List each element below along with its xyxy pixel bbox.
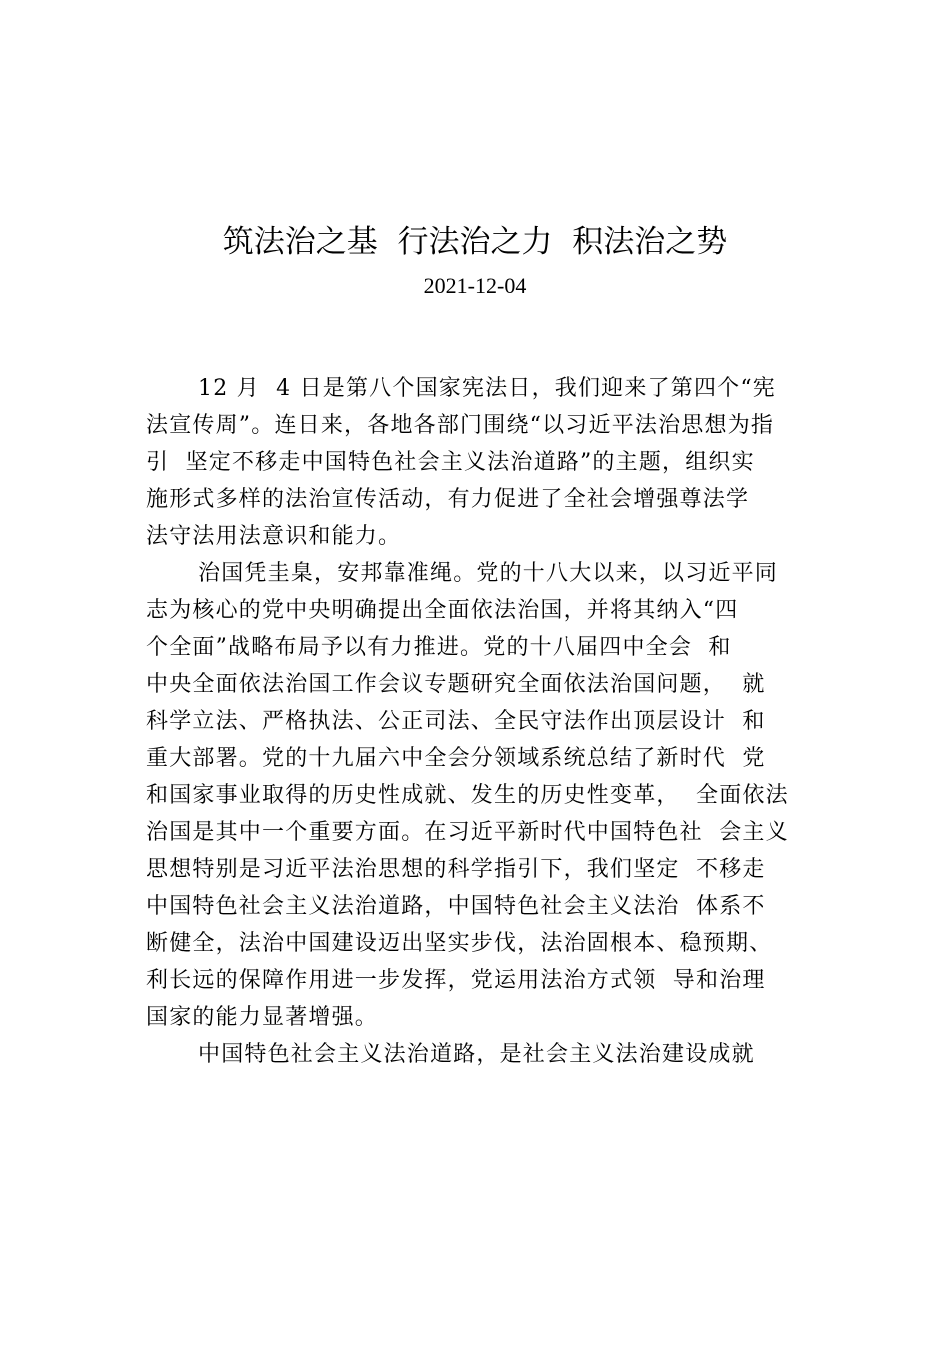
text-line: 利长远的保障作用进一步发挥，党运用法治方式领 导和治理	[146, 968, 766, 993]
text-line: 引 坚定不移走中国特色社会主义法治道路”的主题，组织实	[146, 450, 755, 475]
text-line: 法守法用法意识和能力。	[146, 524, 402, 549]
text-line: 施形式多样的法治宣传活动，有力促进了全社会增强尊法学	[146, 487, 750, 512]
text-line: 治国凭圭臬，安邦靠准绳。党的十八大以来，以习近平同	[198, 561, 779, 586]
text-line: 个全面”战略布局予以有力推进。党的十八届四中全会 和	[146, 635, 732, 660]
text-line: 国家的能力显著增强。	[146, 1005, 379, 1030]
text-line: 中国特色社会主义法治道路，中国特色社会主义法治 体系不	[146, 894, 766, 919]
text-line: 中央全面依法治国工作会议专题研究全面依法治国问题， 就	[146, 672, 766, 697]
text-line: 中国特色社会主义法治道路，是社会主义法治建设成就	[198, 1042, 755, 1067]
paragraph	[146, 555, 826, 1036]
paragraph	[146, 370, 826, 555]
paragraph	[146, 1036, 826, 1073]
text-line: 科学立法、严格执法、公正司法、全民守法作出顶层设计 和	[146, 709, 766, 734]
text-line: 断健全，法治中国建设迈出坚实步伐，法治固根本、稳预期、	[146, 931, 773, 956]
text-line: 重大部署。党的十九届六中全会分领域系统总结了新时代 党	[146, 746, 766, 771]
text-line: 治国是其中一个重要方面。在习近平新时代中国特色社 会主义	[146, 820, 789, 845]
article-date: 2021-12-04	[423, 273, 527, 298]
text-line: 和国家事业取得的历史性成就、发生的历史性变革， 全面依法	[146, 783, 789, 808]
article-body	[146, 370, 826, 1073]
text-line: 思想特别是习近平法治思想的科学指引下，我们坚定 不移走	[146, 857, 766, 882]
text-line: 12 月 4 日是第八个国家宪法日，我们迎来了第四个“宪	[198, 376, 777, 401]
article-title: 筑法治之基 行法治之力 积法治之势	[222, 224, 728, 260]
text-line: 志为核心的党中央明确提出全面依法治国，并将其纳入“四	[146, 598, 739, 623]
text-line: 法宣传周”。连日来，各地各部门围绕“以习近平法治思想为指	[146, 413, 775, 438]
